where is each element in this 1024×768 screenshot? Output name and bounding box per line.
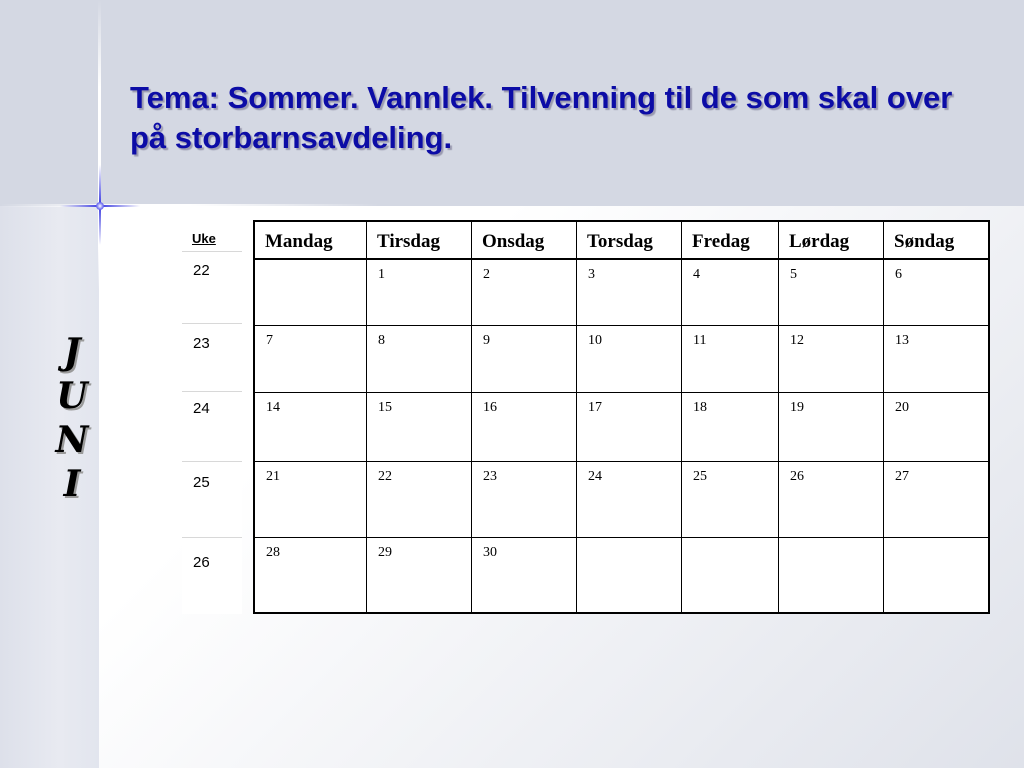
day-header: Mandag [255, 222, 367, 260]
day-cell: 14 [255, 393, 367, 462]
day-cell: 18 [682, 393, 779, 462]
week-row [182, 538, 242, 614]
page-title: Tema: Sommer. Vannlek. Tilvenning til de som skal over på storbarnsavdeling. [130, 80, 953, 155]
month-letter: I [63, 463, 81, 505]
month-letter: U [56, 375, 88, 417]
day-header: Fredag [682, 222, 779, 260]
day-cell: 13 [884, 326, 988, 393]
day-cell [682, 538, 779, 612]
day-cell: 10 [577, 326, 682, 393]
week-row [182, 324, 242, 392]
day-cell: 1 [367, 260, 472, 326]
day-cell: 21 [255, 462, 367, 538]
week-number: 22 [193, 262, 210, 279]
day-cell: 29 [367, 538, 472, 612]
day-cell: 15 [367, 393, 472, 462]
day-cell [577, 538, 682, 612]
day-header: Torsdag [577, 222, 682, 260]
week-number: 25 [193, 474, 210, 491]
day-cell: 12 [779, 326, 884, 393]
day-cell: 5 [779, 260, 884, 326]
day-cell [779, 538, 884, 612]
day-header: Lørdag [779, 222, 884, 260]
month-letter: J [63, 331, 81, 373]
day-cell: 4 [682, 260, 779, 326]
sparkle-icon [96, 202, 104, 210]
month-letter: N [55, 419, 89, 461]
week-row [182, 462, 242, 538]
day-header: Tirsdag [367, 222, 472, 260]
day-cell: 9 [472, 326, 577, 393]
week-number: 23 [193, 335, 210, 352]
day-cell: 27 [884, 462, 988, 538]
day-cell: 11 [682, 326, 779, 393]
day-cell [884, 538, 988, 612]
day-cell: 8 [367, 326, 472, 393]
day-cell: 24 [577, 462, 682, 538]
day-cell: 16 [472, 393, 577, 462]
week-header [182, 222, 242, 252]
week-number: 24 [193, 400, 210, 417]
day-cell: 25 [682, 462, 779, 538]
day-cell: 22 [367, 462, 472, 538]
calendar-table [253, 220, 990, 614]
decorative-vertical-line [98, 0, 101, 290]
day-header: Onsdag [472, 222, 577, 260]
week-row [182, 392, 242, 462]
day-cell [255, 260, 367, 326]
day-cell: 17 [577, 393, 682, 462]
day-cell: 28 [255, 538, 367, 612]
week-header-label: Uke [192, 231, 216, 246]
day-cell: 6 [884, 260, 988, 326]
day-cell: 3 [577, 260, 682, 326]
decorative-horizontal-line [0, 204, 380, 207]
day-cell: 2 [472, 260, 577, 326]
month-label [52, 330, 92, 506]
day-cell: 7 [255, 326, 367, 393]
week-row [182, 252, 242, 324]
day-cell: 20 [884, 393, 988, 462]
day-cell: 26 [779, 462, 884, 538]
day-header: Søndag [884, 222, 988, 260]
day-cell: 19 [779, 393, 884, 462]
day-cell: 30 [472, 538, 577, 612]
week-number: 26 [193, 554, 210, 571]
day-cell: 23 [472, 462, 577, 538]
week-column [182, 222, 242, 614]
